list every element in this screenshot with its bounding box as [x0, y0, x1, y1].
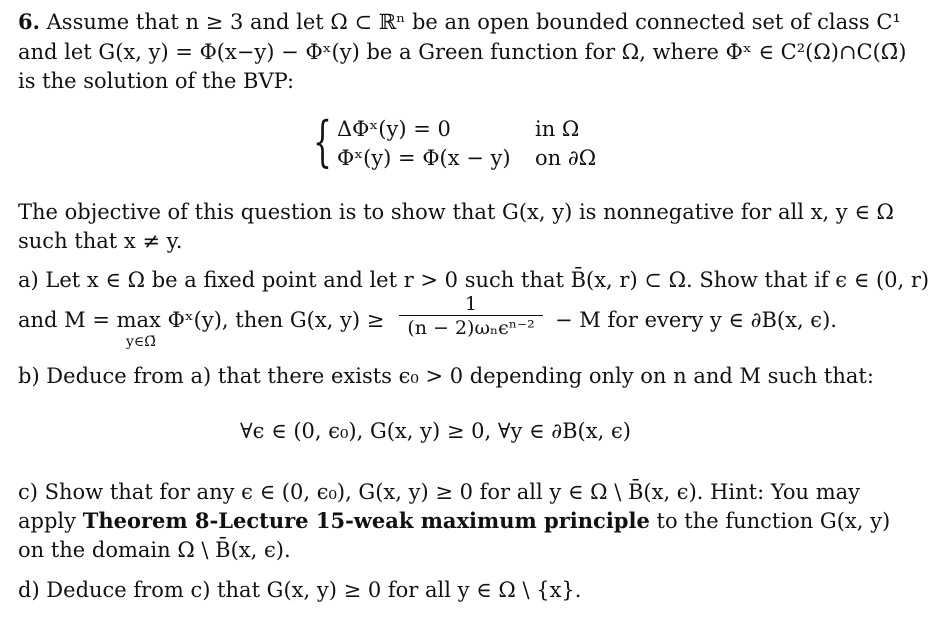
intro-line-1 — [18, 8, 901, 36]
part-c-line-2-post: to the function G(x, y) — [656, 509, 891, 533]
intro-line-3: is the solution of the BVP: — [18, 69, 295, 93]
part-d-line-1: d) Deduce from c) that G(x, y) ≥ 0 for all y ∈ Ω \ {x}. — [18, 578, 582, 602]
fraction-numerator: 1 — [464, 293, 478, 315]
fraction-denominator: (n − 2)ωₙϵⁿ⁻² — [407, 317, 535, 339]
max-subscript: y∈Ω̄ — [126, 334, 156, 350]
part-c-line-1: c) Show that for any ϵ ∈ (0, ϵ₀), G(x, y) ≥ 0 for all y ∈ Ω \ B̄(x, ϵ). Hint: You may — [18, 480, 861, 504]
part-b-display: ∀ϵ ∈ (0, ϵ₀), G(x, y) ≥ 0, ∀y ∈ ∂B(x, ϵ) — [240, 419, 631, 443]
problem-number: 6. — [18, 9, 40, 34]
part-c-line-2 — [18, 507, 890, 535]
bvp-condition-1: in Ω — [535, 117, 580, 141]
theorem-reference: Theorem 8-Lecture 15-weak maximum principle — [82, 508, 650, 533]
fraction — [398, 293, 544, 340]
part-a-line-1: a) Let x ∈ Ω be a fixed point and let r > 0 such that B̄(x, r) ⊂ Ω. Show that if ϵ ∈ (0, r) — [18, 268, 930, 292]
bvp-equation-2: Φˣ(y) = Φ(x − y) — [337, 146, 511, 170]
objective-line-1: The objective of this question is to show that G(x, y) is nonnegative for all x, y ∈ Ω — [18, 200, 894, 224]
intro-line-2: and let G(x, y) = Φ(x−y) − Φˣ(y) be a Green function for Ω, where Φˣ ∈ C²(Ω)∩C(Ω̄) — [18, 40, 907, 64]
bvp-condition-2: on ∂Ω — [535, 146, 597, 170]
intro-text-1: Assume that n ≥ 3 and let Ω ⊂ ℝⁿ be an open bounded connected set of class C¹ — [46, 10, 901, 34]
objective-line-2: such that x ≠ y. — [18, 229, 183, 253]
part-a-line-2-end: − M for every y ∈ ∂B(x, ϵ). — [555, 308, 837, 332]
part-a-line-2-start: and M = max Φˣ(y), then G(x, y) ≥ — [18, 308, 385, 332]
part-c-line-2-pre: apply — [18, 509, 76, 533]
part-c-line-3: on the domain Ω \ B̄(x, ϵ). — [18, 538, 291, 562]
bvp-equation-1: ΔΦˣ(y) = 0 — [337, 117, 451, 141]
left-brace: { — [313, 110, 332, 173]
part-b-line-1: b) Deduce from a) that there exists ϵ₀ > 0 depending only on n and M such that: — [18, 364, 874, 388]
